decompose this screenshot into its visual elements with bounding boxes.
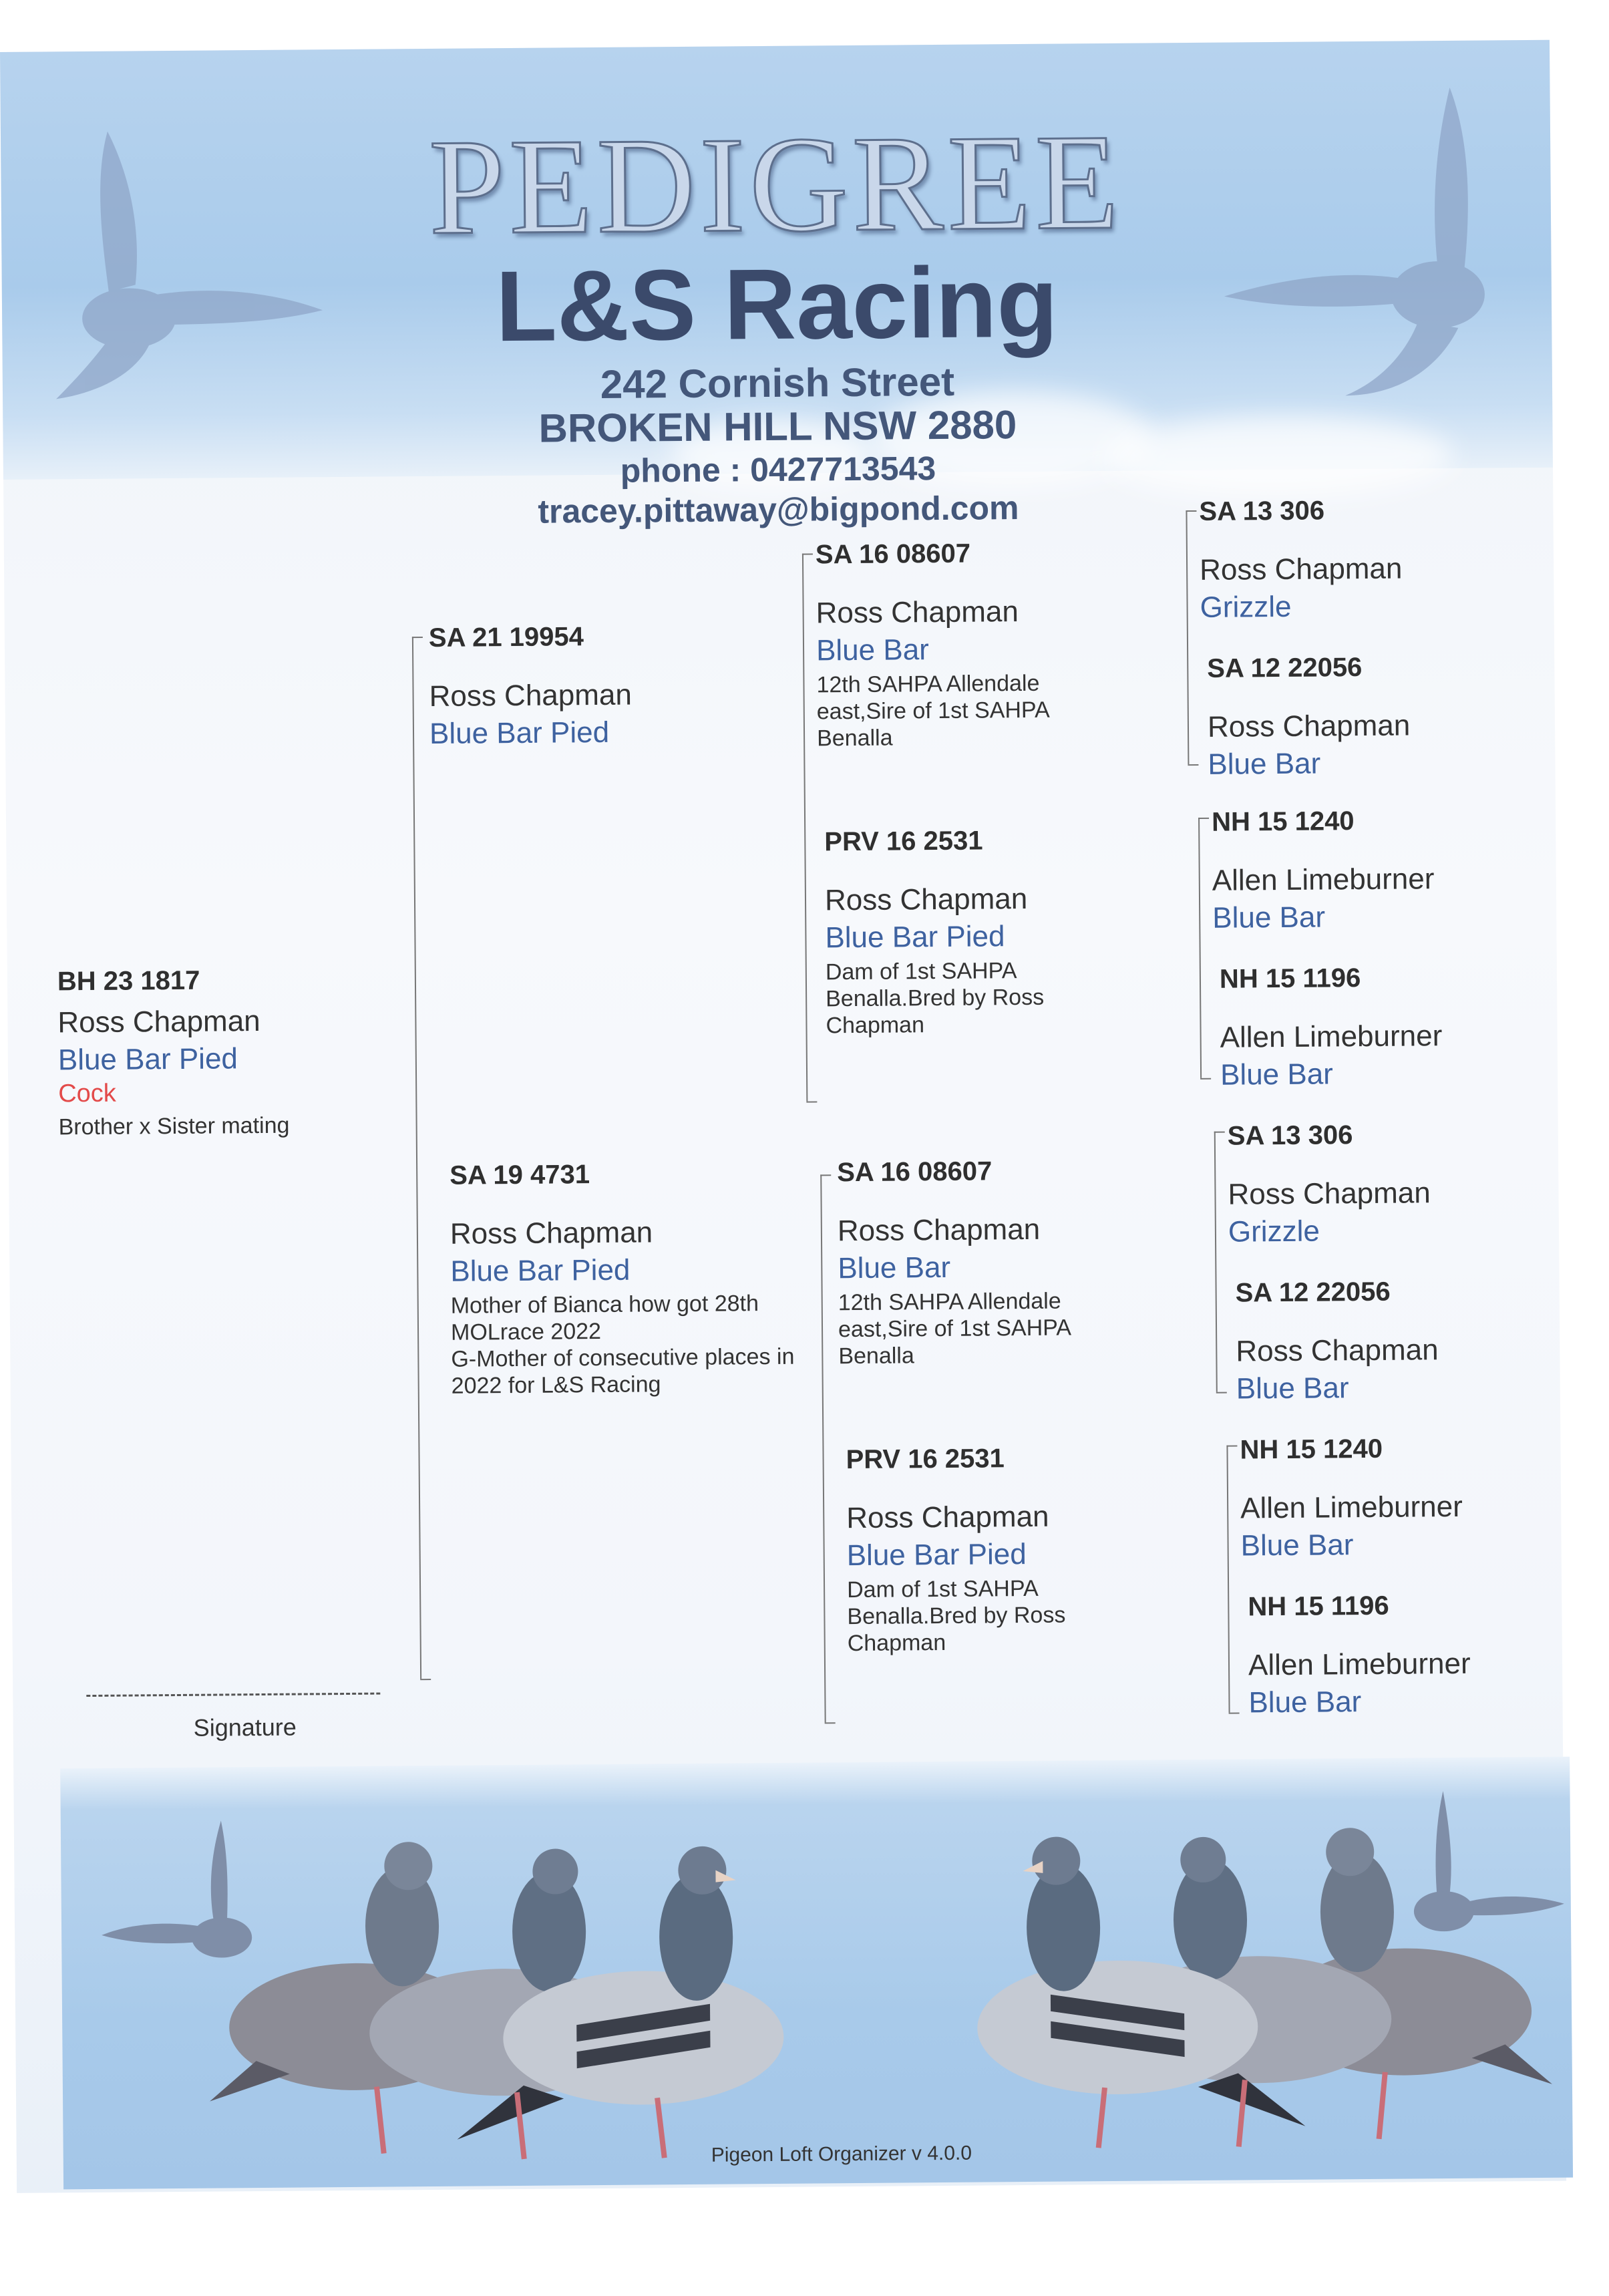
ring-number: NH 15 1240 — [1240, 1434, 1383, 1465]
footer-banner — [60, 1757, 1573, 2190]
ring-number: NH 15 1240 — [1211, 806, 1355, 837]
owner-name: Ross Chapman — [837, 1212, 1041, 1248]
owner-name: Ross Chapman — [1228, 1176, 1431, 1211]
bird-note: Dam of 1st SAHPA Benalla.Bred by Ross Chapman — [846, 1575, 1066, 1657]
bird-note: 12th SAHPA Allendale east,Sire of 1st SAHPA Benalla — [838, 1288, 1071, 1369]
address-city: BROKEN HILL NSW 2880 — [538, 402, 1017, 451]
club-name: L&S Racing — [495, 245, 1059, 363]
ring-number: SA 13 306 — [1227, 1120, 1353, 1151]
owner-name: Ross Chapman — [429, 678, 633, 713]
great-grandparent-bird — [1212, 806, 1435, 935]
bracket-tick — [802, 553, 813, 554]
great-grandparent-bird — [1207, 652, 1411, 781]
bracket-line — [1226, 1446, 1230, 1713]
email-address: tracey.pittaway@bigpond.com — [538, 489, 1019, 530]
ring-number: SA 12 22056 — [1235, 1277, 1391, 1308]
owner-name: Ross Chapman — [450, 1216, 653, 1251]
bird-note: 12th SAHPA Allendale east,Sire of 1st SAHPA Benalla — [816, 670, 1049, 752]
ring-number: PRV 16 2531 — [824, 826, 983, 857]
bird-color: Blue Bar — [1240, 1528, 1354, 1563]
bird-color: Blue Bar Pied — [846, 1538, 1027, 1573]
bracket-tick — [1198, 818, 1209, 819]
bracket-tick — [1214, 1132, 1225, 1133]
ring-number: BH 23 1817 — [57, 965, 200, 997]
bracket-tick — [1226, 1446, 1237, 1447]
bracket-line — [820, 1174, 826, 1722]
owner-name: Ross Chapman — [1207, 709, 1411, 744]
bird-color: Blue Bar — [1212, 900, 1326, 935]
owner-name: Ross Chapman — [57, 1004, 260, 1039]
owner-name: Ross Chapman — [816, 595, 1019, 630]
owner-name: Ross Chapman — [1199, 552, 1403, 587]
owner-name: Ross Chapman — [846, 1500, 1049, 1535]
ring-number: SA 16 08607 — [837, 1156, 993, 1188]
bird-color: Blue Bar — [1236, 1371, 1349, 1406]
bracket-tick — [420, 1679, 431, 1680]
bird-color: Grizzle — [1228, 1214, 1320, 1249]
bracket-line — [1214, 1132, 1218, 1392]
bracket-tick — [825, 1722, 836, 1724]
bracket-line — [412, 637, 421, 1679]
bracket-line — [1198, 818, 1202, 1078]
signature-label: Signature — [193, 1713, 297, 1742]
great-grandparent-bird — [1240, 1434, 1463, 1563]
subject-bird — [57, 964, 406, 1140]
sire-bird — [429, 622, 633, 751]
ring-number: SA 19 4731 — [450, 1160, 590, 1190]
grandparent-bird — [837, 1156, 1119, 1369]
bird-color: Grizzle — [1200, 590, 1292, 624]
signature-line — [86, 1693, 380, 1697]
ring-number: SA 21 19954 — [428, 622, 584, 653]
owner-name: Allen Limeburner — [1248, 1647, 1471, 1682]
bird-color: Blue Bar Pied — [450, 1253, 631, 1288]
owner-name: Ross Chapman — [1236, 1333, 1439, 1368]
owner-name: Ross Chapman — [824, 882, 1028, 917]
bracket-line — [1186, 510, 1189, 764]
grandparent-bird — [816, 538, 1097, 752]
ring-number: SA 16 08607 — [815, 538, 971, 570]
bird-color: Blue Bar Pied — [429, 715, 610, 750]
ring-number: SA 12 22056 — [1207, 653, 1363, 683]
bird-color: Blue Bar Pied — [825, 920, 1005, 955]
bird-note: Mother of Bianca how got 28th MOLrace 2022 G-Mother of consecutive places in 2022 for L&S Racing — [450, 1291, 795, 1399]
bracket-tick — [820, 1174, 831, 1176]
dam-bird — [450, 1158, 812, 1400]
bracket-tick — [1229, 1713, 1240, 1714]
grandparent-bird — [824, 825, 1106, 1039]
great-grandparent-bird — [1248, 1591, 1471, 1720]
phone-number: phone : 0427713543 — [620, 450, 936, 490]
bird-sex: Cock — [58, 1079, 116, 1108]
software-credit: Pigeon Loft Organizer v 4.0.0 — [711, 2142, 972, 2166]
owner-name: Allen Limeburner — [1220, 1019, 1443, 1054]
bracket-line — [802, 554, 808, 1102]
owner-name: Allen Limeburner — [1240, 1490, 1463, 1525]
great-grandparent-bird — [1199, 496, 1403, 625]
ring-number: NH 15 1196 — [1219, 963, 1361, 994]
pedigree-sheet — [0, 40, 1566, 2193]
bracket-tick — [1188, 764, 1198, 766]
bird-note: Dam of 1st SAHPA Benalla.Bred by Ross Chapman — [825, 958, 1045, 1039]
grandparent-bird — [846, 1443, 1127, 1657]
bracket-tick — [1186, 510, 1196, 512]
bracket-tick — [412, 637, 423, 638]
racing-pigeon-icon — [201, 1802, 878, 2182]
bracket-tick — [806, 1101, 817, 1102]
address-street: 242 Cornish Street — [600, 359, 955, 407]
bird-note: Brother x Sister mating — [58, 1112, 290, 1140]
great-grandparent-bird — [1228, 1120, 1431, 1249]
great-grandparent-bird — [1220, 963, 1443, 1092]
ring-number: NH 15 1196 — [1248, 1591, 1389, 1622]
pedigree-title: PEDIGREE — [428, 106, 1123, 263]
ring-number: PRV 16 2531 — [846, 1444, 1005, 1475]
bird-color: Blue Bar — [1248, 1685, 1362, 1719]
bird-color: Blue Bar — [1220, 1057, 1334, 1092]
bird-color: Blue Bar Pied — [57, 1042, 238, 1077]
great-grandparent-bird — [1235, 1277, 1439, 1406]
ring-number: SA 13 306 — [1199, 496, 1325, 526]
bird-color: Blue Bar — [816, 633, 930, 667]
owner-name: Allen Limeburner — [1212, 862, 1435, 897]
bracket-tick — [1200, 1078, 1211, 1080]
racing-pigeon-icon — [882, 1790, 1560, 2170]
bird-color: Blue Bar — [1208, 747, 1321, 781]
bracket-tick — [1216, 1392, 1227, 1393]
bird-color: Blue Bar — [838, 1251, 951, 1285]
